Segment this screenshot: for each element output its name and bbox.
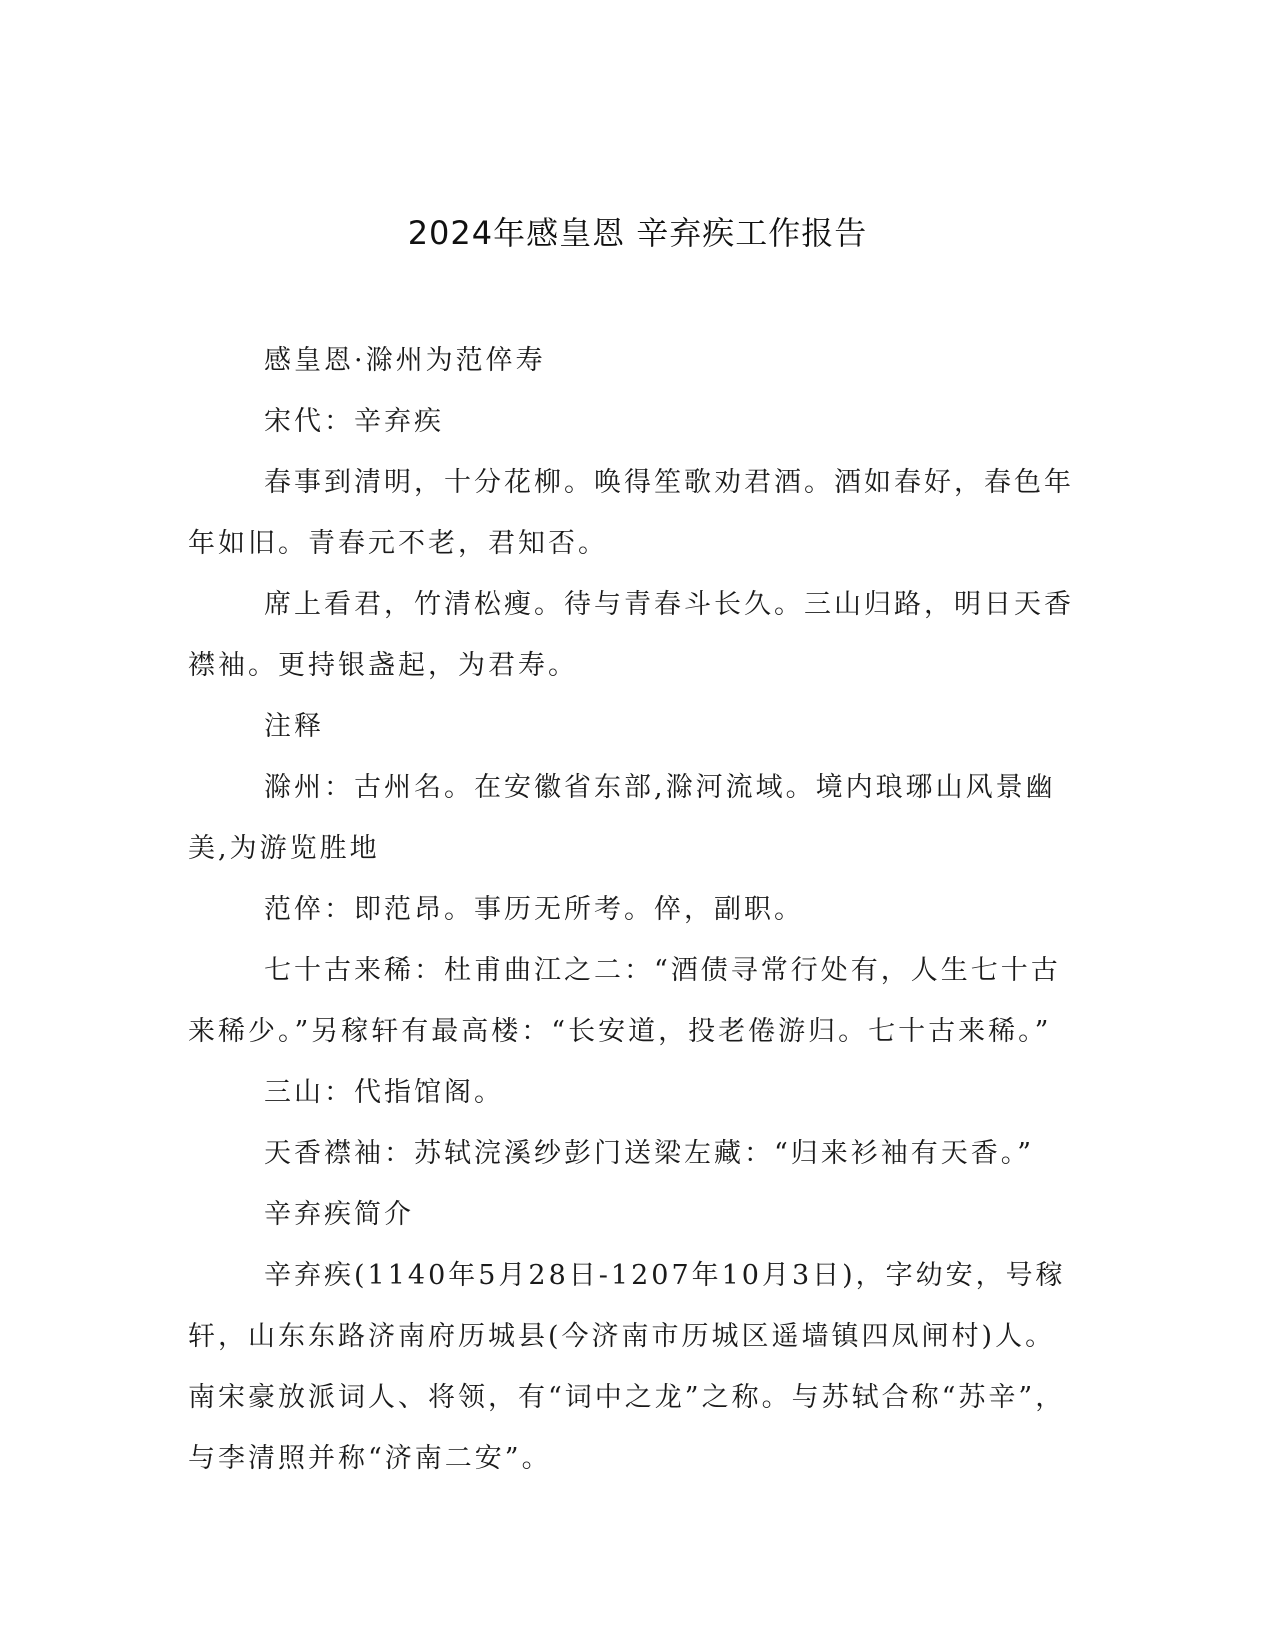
note-qishi: 七十古来稀：杜甫曲江之二：“酒债寻常行处有，人生七十古来稀少。”另稼轩有最高楼：“长安道，投老倦游归。七十古来稀。”	[188, 955, 1061, 1047]
poem-stanza-2: 席上看君，竹清松瘦。待与青春斗长久。三山归路，明日天香襟袖。更持银盏起，为君寿。	[188, 589, 1074, 681]
document-title: 2024年感皇恩 辛弃疾工作报告	[407, 214, 868, 252]
note-chuzhou: 滁州：古州名。在安徽省东部,滁河流域。境内琅琊山风景幽美,为游览胜地	[188, 772, 1056, 864]
note-tianxiang: 天香襟袖：苏轼浣溪纱彭门送梁左藏：“归来衫袖有天香。”	[264, 1138, 1035, 1169]
note-fancui: 范倅：即范昂。事历无所考。倅，副职。	[264, 894, 804, 925]
author-paragraph: 宋代：辛弃疾	[264, 406, 444, 437]
poem-stanza-1: 春事到清明，十分花柳。唤得笙歌劝君酒。酒如春好，春色年年如旧。青春元不老，君知否。	[188, 467, 1074, 559]
note-sanshan: 三山：代指馆阁。	[264, 1077, 504, 1108]
notes-heading: 注释	[264, 711, 324, 742]
bio-paragraph: 辛弃疾(1140年5月28日-1207年10月3日)，字幼安，号稼轩，山东东路济南府历城县(今济南市历城区遥墙镇四凤闸村)人。南宋豪放派词人、将领，有“词中之龙”之称。与苏轼合称“苏辛”，与李清照并称“济南二安”。	[188, 1260, 1066, 1474]
bio-heading: 辛弃疾简介	[264, 1199, 414, 1230]
document-body	[188, 330, 1078, 1489]
poem-title-paragraph: 感皇恩·滁州为范倅寿	[264, 345, 546, 376]
